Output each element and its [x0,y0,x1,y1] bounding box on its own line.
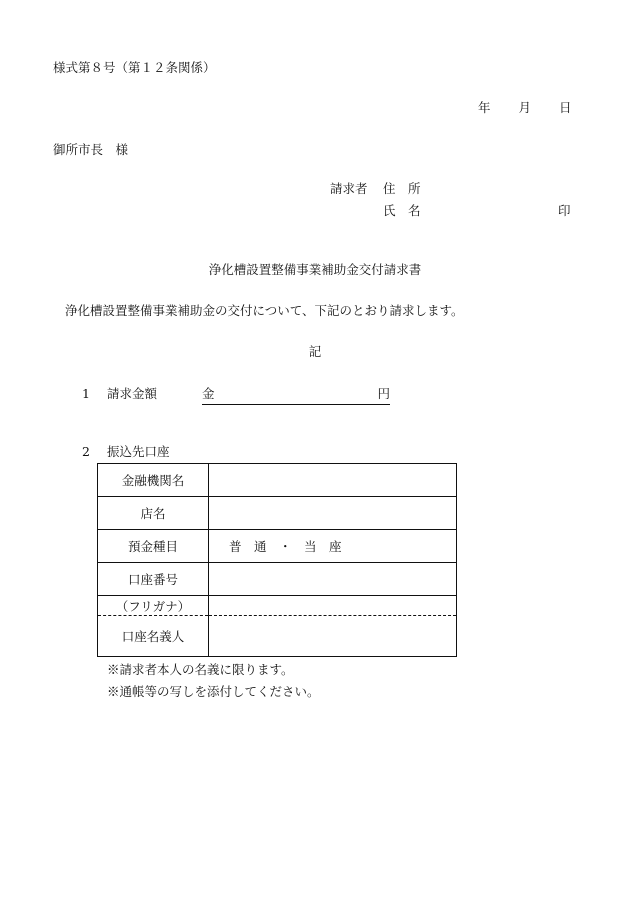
name-label: 氏 名 [383,203,421,218]
seal-mark: 印 [558,203,571,218]
request-statement: 浄化槽設置整備事業補助金の交付について、下記のとおり請求します。 [65,303,464,318]
bank-name-field[interactable] [209,464,457,497]
table-row [98,563,457,596]
amount-field[interactable] [202,388,390,405]
table-row [98,530,457,563]
deposit-type-label: 預金種目 [98,530,209,563]
account-number-field[interactable] [209,563,457,596]
table-row [98,497,457,530]
table-row [98,464,457,497]
amount-prefix: 金 [202,386,215,401]
furigana-field[interactable] [209,596,457,616]
account-number-label: 口座番号 [98,563,209,596]
date-line [478,102,572,115]
deposit-type-options[interactable]: 普 通 ・ 当 座 [209,530,457,563]
table-row [98,596,457,616]
table-row [98,616,457,657]
item1-label: 請求金額 [107,386,158,401]
branch-field[interactable] [209,497,457,530]
item2-label: 振込先口座 [107,444,170,459]
amount-suffix: 円 [377,386,390,401]
date-year-label: 年 [478,100,491,115]
document-title: 浄化槽設置整備事業補助金交付請求書 [208,262,422,277]
ki-heading: 記 [308,344,322,359]
account-holder-field[interactable] [209,616,457,657]
bank-name-label: 金融機関名 [98,464,209,497]
form-number: 様式第８号（第１２条関係） [53,60,216,75]
note-account-holder: ※請求者本人の名義に限ります。 [107,662,294,677]
bank-account-table [97,463,457,657]
addressee: 御所市長 様 [53,142,129,157]
branch-label: 店名 [98,497,209,530]
requester-label: 請求者 [330,181,368,196]
item2-number: 2 [82,444,90,459]
date-day-label: 日 [559,100,572,115]
furigana-label: （フリガナ） [98,596,209,616]
account-holder-label: 口座名義人 [98,616,209,657]
date-month-label: 月 [518,100,532,115]
note-passbook-copy: ※通帳等の写しを添付してください。 [107,684,320,699]
address-label: 住 所 [383,181,421,196]
item1-number: 1 [82,386,90,401]
